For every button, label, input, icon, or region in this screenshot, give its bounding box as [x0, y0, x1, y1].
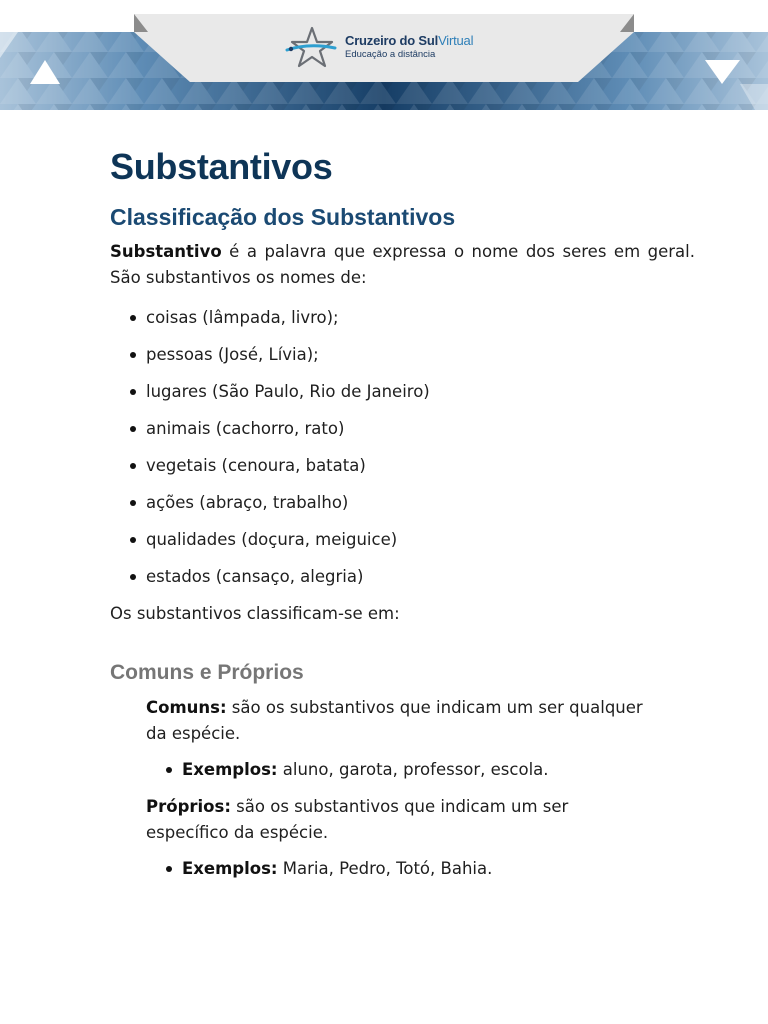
intro-term: Substantivo	[110, 242, 222, 261]
document-content	[110, 146, 695, 882]
list-item: qualidades (doçura, meiguice)	[110, 527, 695, 553]
logo-tagline: Educação a distância	[345, 49, 436, 61]
comuns-text: são os substantivos que indicam um ser qualquer da espécie.	[146, 698, 643, 743]
logo-brand	[345, 34, 473, 47]
examples-text: aluno, garota, professor, escola.	[277, 760, 549, 779]
proprios-term: Próprios:	[146, 797, 231, 816]
comuns-examples-list	[146, 757, 695, 783]
star-logo-icon	[285, 24, 339, 70]
proprios-examples	[146, 856, 695, 882]
logo-brand-virtual: Virtual	[438, 33, 474, 49]
page-title: Substantivos	[110, 146, 333, 187]
comuns-term: Comuns:	[146, 698, 227, 717]
logo-text	[345, 34, 473, 60]
list-item: animais (cachorro, rato)	[110, 416, 695, 442]
list-item: pessoas (José, Lívia);	[110, 342, 695, 368]
logo-brand-bold: Cruzeiro do Sul	[345, 33, 439, 49]
logo	[285, 24, 473, 70]
section-heading: Comuns e Próprios	[110, 661, 304, 684]
list-item: coisas (lâmpada, livro);	[110, 305, 695, 331]
proprios-definition	[146, 794, 646, 846]
intro-paragraph	[110, 239, 695, 291]
intro-text: é a palavra que expressa o nome dos seres em geral. São substantivos os nomes de:	[110, 242, 695, 287]
comuns-definition	[146, 695, 646, 747]
header-band	[0, 0, 768, 112]
list-item: lugares (São Paulo, Rio de Janeiro)	[110, 379, 695, 405]
comuns-examples	[146, 757, 695, 783]
list-item: estados (cansaço, alegria)	[110, 564, 695, 590]
proprios-text: são os substantivos que indicam um ser específico da espécie.	[146, 797, 569, 842]
page-subtitle: Classificação dos Substantivos	[110, 204, 456, 230]
noun-types-list	[110, 305, 695, 590]
classification-intro: Os substantivos classificam-se em:	[110, 604, 400, 623]
examples-label: Exemplos:	[182, 760, 278, 779]
list-item: ações (abraço, trabalho)	[110, 490, 695, 516]
examples-text: Maria, Pedro, Totó, Bahia.	[277, 859, 493, 878]
proprios-examples-list	[146, 856, 695, 882]
list-item: vegetais (cenoura, batata)	[110, 453, 695, 479]
examples-label: Exemplos:	[182, 859, 278, 878]
